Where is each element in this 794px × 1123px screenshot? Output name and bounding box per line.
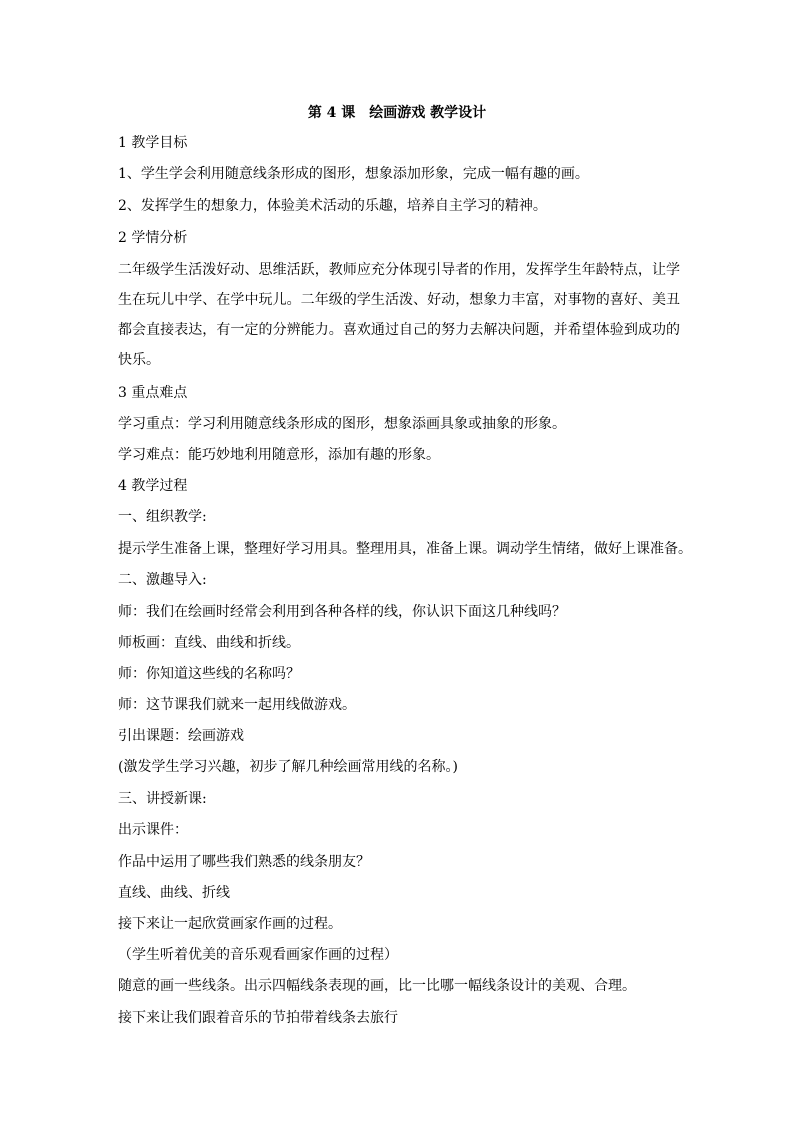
document-title: 第 4 课 绘画游戏 教学设计 (307, 105, 487, 121)
teacher-board-drawing: 师板画：直线、曲线和折线。 (118, 635, 300, 651)
teacher-line-3: 师：这节课我们就来一起用线做游戏。 (118, 697, 356, 713)
organize-teaching-text: 提示学生准备上课，整理好学习用具。整理用具，准备上课。调动学生情绪，做好上课准备。 (118, 541, 692, 557)
question-line-friends: 作品中运用了哪些我们熟悉的线条朋友？ (118, 854, 370, 870)
section-organize-teaching: 一、组织教学: (118, 509, 207, 525)
key-point: 学习重点：学习利用随意线条形成的图形，想象添画具象或抽象的形象。 (118, 416, 566, 432)
appreciate-painter: 接下来让一起欣赏画家作画的过程。 (118, 916, 342, 932)
heading-teaching-process: 4 教学过程 (118, 478, 188, 494)
teacher-line-2: 师：你知道这些线的名称吗？ (118, 666, 300, 682)
motivation-note: (激发学生学习兴趣，初步了解几种绘画常用线的名称。) (118, 759, 458, 775)
heading-key-points: 3 重点难点 (118, 385, 188, 401)
heading-learner-analysis: 2 学情分析 (118, 230, 188, 246)
student-watch-note: （学生听着优美的音乐观看画家作画的过程） (118, 947, 398, 963)
section-motivation: 二、激趣导入: (118, 572, 207, 588)
goal-2: 2、发挥学生的想象力，体验美术活动的乐趣，培养自主学习的精神。 (118, 198, 547, 214)
answer-line-types: 直线、曲线、折线 (118, 885, 230, 901)
goal-1: 1、学生学会利用随意线条形成的图形，想象添加形象，完成一幅有趣的画。 (118, 166, 589, 182)
show-courseware: 出示课件： (118, 822, 188, 838)
travel-with-lines: 接下来让我们跟着音乐的节拍带着线条去旅行 (118, 1010, 398, 1026)
learner-analysis-paragraph: 二年级学生活泼好动、思维活跃，教师应充分体现引导者的作用，发挥学生年龄特点，让学生在玩儿中学、在学中玩儿。二年级的学生活泼、好动，想象力丰富，对事物的喜好、美丑都会直接表达，有一定的分辨能力。喜欢通过自己的努力去解决问题，并希望体验到成功的快乐。 (118, 262, 680, 368)
section-new-lesson: 三、讲授新课: (118, 791, 207, 807)
draw-random-lines: 随意的画一些线条。出示四幅线条表现的画，比一比哪一幅线条设计的美观、合理。 (118, 978, 636, 994)
teacher-line-1: 师：我们在绘画时经常会利用到各种各样的线，你认识下面这几种线吗？ (118, 604, 566, 620)
difficult-point: 学习难点：能巧妙地利用随意形，添加有趣的形象。 (118, 447, 440, 463)
heading-teaching-goals: 1 教学目标 (118, 135, 188, 151)
lesson-topic: 引出课题：绘画游戏 (118, 728, 244, 744)
